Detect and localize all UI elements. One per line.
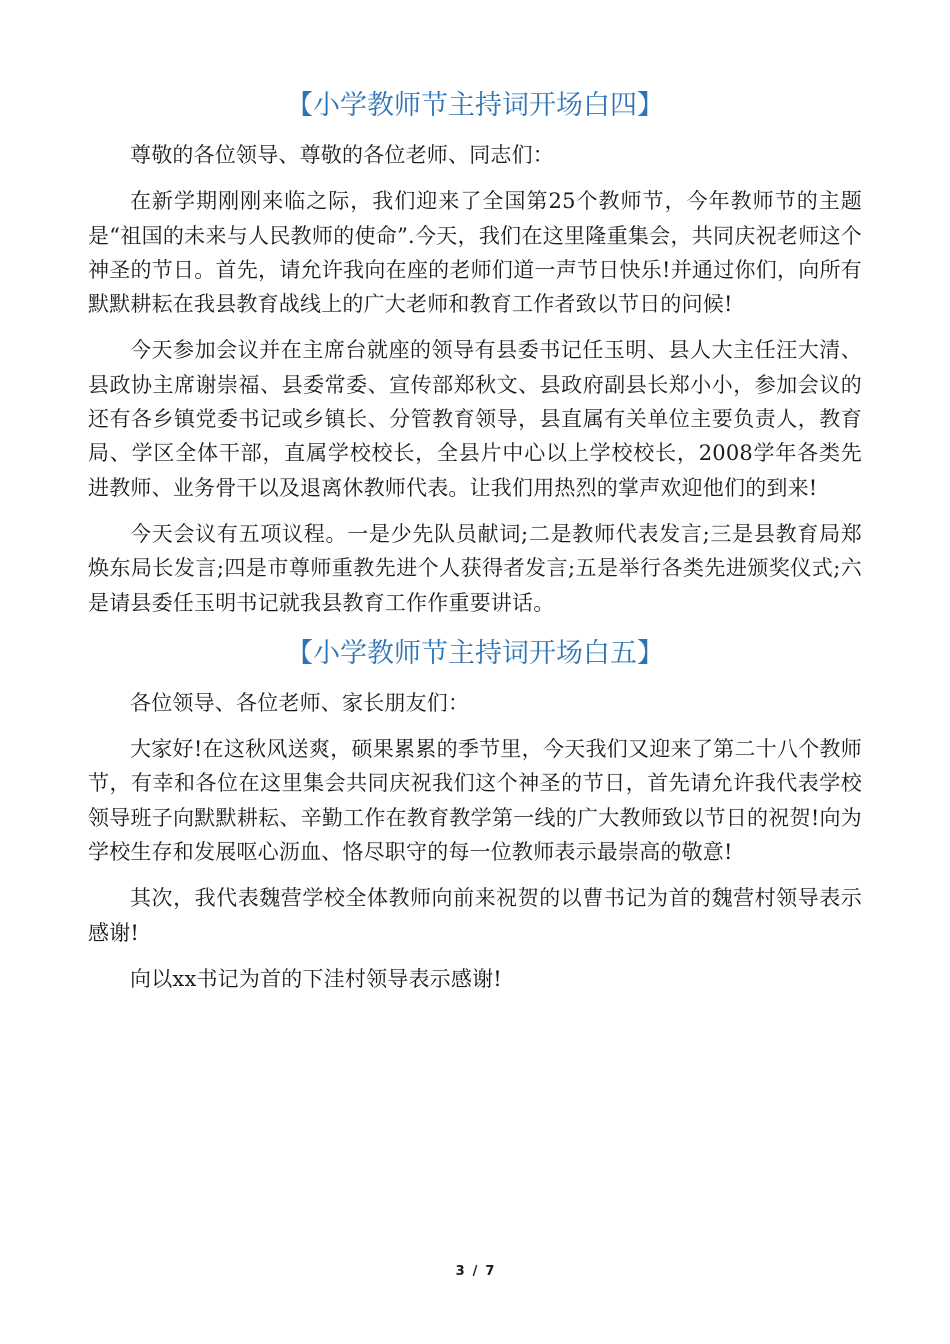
page-number (0, 1264, 950, 1279)
total-pages-number: 7 (485, 1264, 495, 1279)
current-page-number: 3 (455, 1264, 465, 1279)
section-four-paragraph: 尊敬的各位领导、尊敬的各位老师、同志们： (130, 143, 554, 167)
section-five-paragraph: 各位领导、各位老师、家长朋友们： (130, 690, 470, 715)
section-five-paragraph: 向以xx书记为首的下洼村领导表示感谢! (130, 966, 502, 991)
section-five-paragraph: 大家好!在这秋风送爽，硕果累累的季节里，今天我们又迎来了第二十八个教师节，有幸和各位在这里集会共同庆祝我们这个神圣的节日，首先请允许我代表学校领导班子向默默耕耘、辛勤工作在教育教学第一线的广大教师致以节日的祝贺!向为学校生存和发展呕心沥血、恪尽职守的每一位教师表示最崇高的敬意! (88, 737, 862, 865)
section-four-paragraph: 在新学期刚刚来临之际，我们迎来了全国第25个教师节，今年教师节的主题是“祖国的未来与人民教师的使命”.今天，我们在这里隆重集会，共同庆祝老师这个神圣的节日。首先，请允许我向在座的老师们道一声节日快乐!并通过你们，向所有默默耕耘在我县教育战线上的广大老师和教育工作者致以节日的问候! (88, 189, 862, 317)
section-four-paragraph: 今天会议有五项议程。一是少先队员献词;二是教师代表发言;三是县教育局郑焕东局长发言;四是市尊师重教先进个人获得者发言;五是举行各类先进颁奖仪式;六是请县委任玉明书记就我县教育工作作重要讲话。 (88, 521, 862, 615)
section-five-paragraph: 其次，我代表魏营学校全体教师向前来祝贺的以曹书记为首的魏营村领导表示感谢! (88, 886, 862, 945)
section-four-heading: 【小学教师节主持词开场白四】 (286, 90, 664, 121)
page-separator: / (472, 1264, 478, 1279)
section-four-paragraph: 今天参加会议并在主席台就座的领导有县委书记任玉明、县人大主任汪大清、县政协主席谢崇福、县委常委、宣传部郑秋文、县政府副县长郑小小，参加会议的还有各乡镇党委书记或乡镇长、分管教育领导，县直属有关单位主要负责人，教育局、学区全体干部，直属学校校长，全县片中心以上学校校长，2008学年各类先进教师、业务骨干以及退离休教师代表。让我们用热烈的掌声欢迎他们的到来! (88, 338, 862, 500)
document-page (88, 84, 862, 1008)
section-five-heading: 【小学教师节主持词开场白五】 (286, 637, 664, 669)
